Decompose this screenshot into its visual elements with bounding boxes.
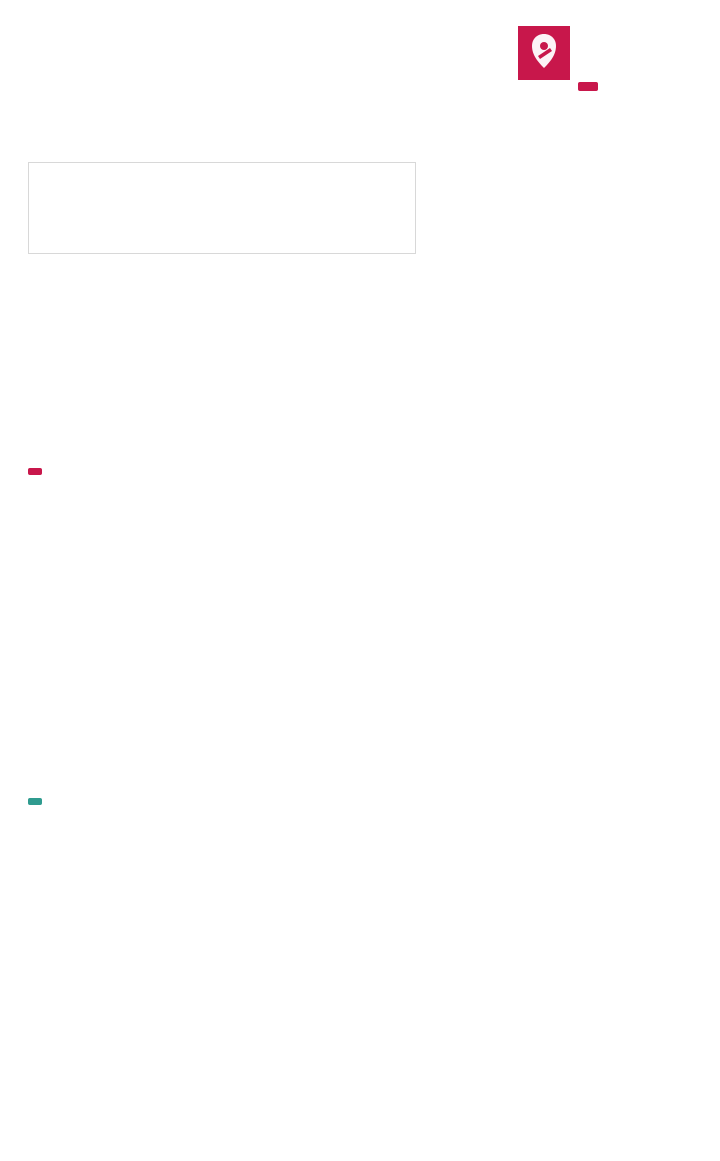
dynamics-plot: [28, 858, 696, 1108]
dynamics-chart: [0, 858, 720, 1158]
logo-block: [518, 26, 698, 104]
legend-recovered: [28, 798, 42, 805]
summary-cell-sick: [29, 163, 178, 253]
summary-box: [28, 162, 416, 254]
bars-recovered: [28, 770, 696, 818]
bars-sick: [28, 300, 696, 750]
summary-cell-recovered: [178, 163, 301, 253]
legend-sick: [28, 468, 42, 475]
main-bar-chart: [0, 300, 720, 840]
date-badge: [578, 82, 598, 91]
x-axis-main: [28, 752, 696, 768]
bars-recovered-wrap: [28, 770, 696, 840]
moscow-coat-of-arms-icon: [518, 26, 570, 80]
summary-cell-deaths: [301, 163, 415, 253]
header: [0, 0, 720, 150]
x-axis-dynamics: [28, 1104, 696, 1120]
